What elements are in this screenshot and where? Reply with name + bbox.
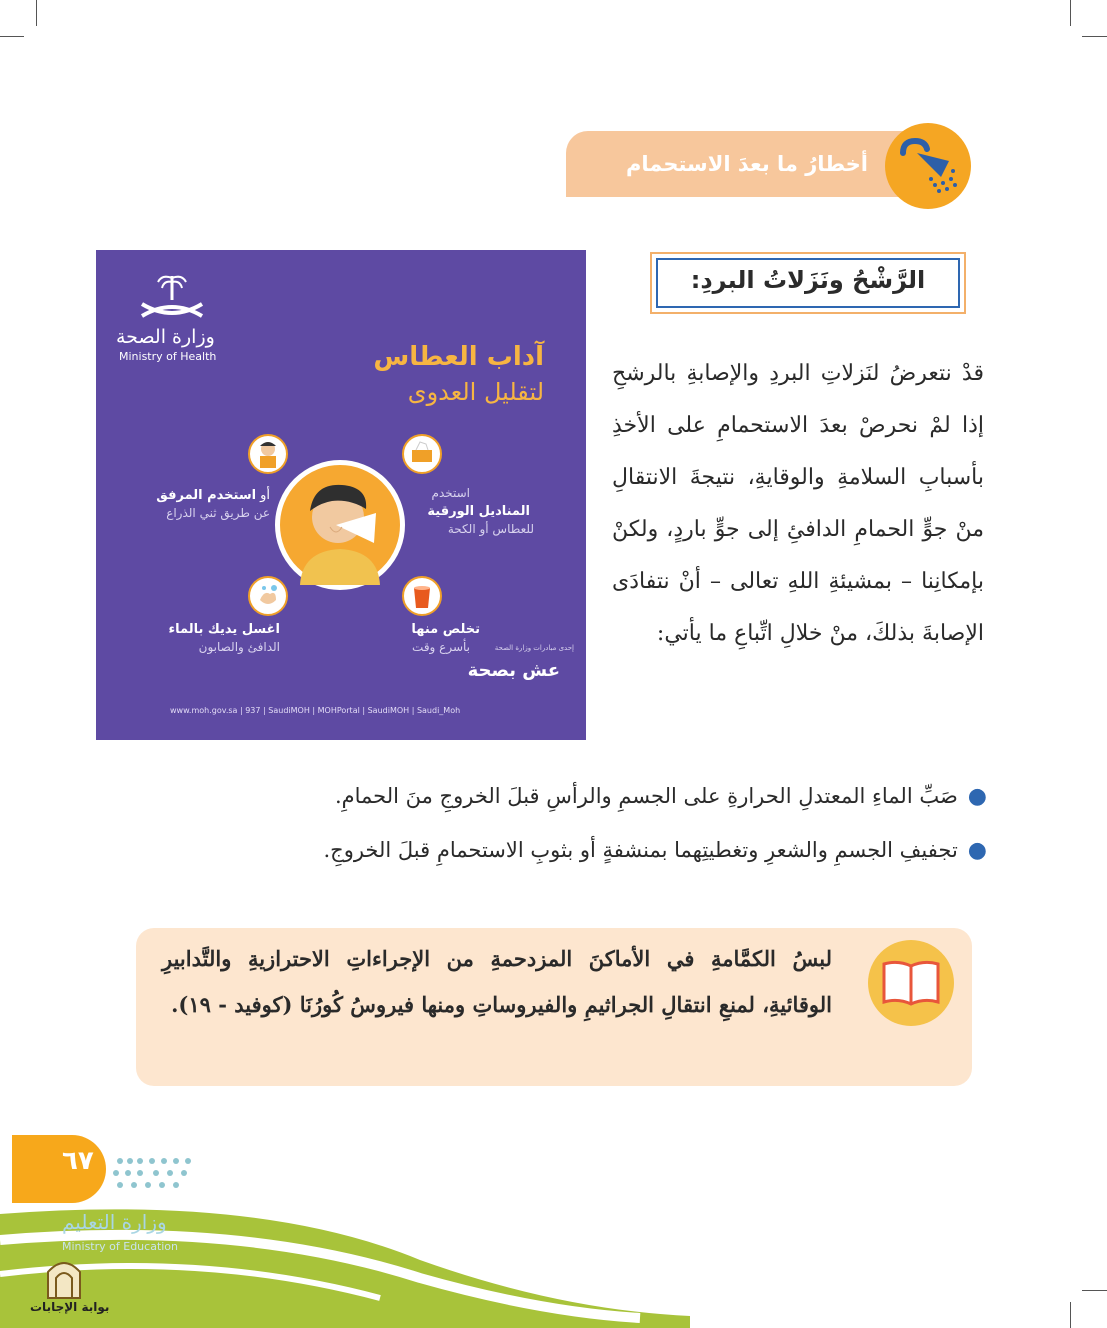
moh-name-ar: وزارة الصحة [116, 326, 215, 348]
crop-mark [1070, 1302, 1071, 1328]
tip-elbow-line3: عن طريق ثني الذراع [166, 506, 270, 520]
campaign-logo: عش بصحة [467, 660, 560, 681]
tissue-box-icon [402, 434, 442, 474]
subtitle-box [650, 252, 966, 314]
book-badge [868, 940, 954, 1026]
list-item [87, 838, 987, 863]
shower-badge [885, 123, 971, 209]
crop-mark [1070, 0, 1071, 26]
crop-mark [0, 36, 24, 37]
list-item-text: تجفيفِ الجسمِ والشعرِ وتغطيتِهما بمنشفةٍ أو بثوبِ الاستحمامِ قبلَ الخروجِ. [323, 838, 958, 862]
poster-subtitle: لتقليل العدوى [407, 378, 544, 406]
tip-dispose-line1: تخلص منها [411, 622, 480, 637]
poster-title: آداب العطاس [373, 342, 544, 372]
campaign-note: إحدى مبادرات وزارة الصحة [494, 644, 574, 652]
crop-mark [36, 0, 37, 26]
section-title: أخطارُ ما بعدَ الاستحمام [625, 152, 868, 176]
tip-tissue-line3: للعطاس أو الكحة [447, 522, 534, 536]
book-icon [880, 958, 942, 1008]
sneezing-person-illustration [275, 460, 405, 590]
sneezing-etiquette-poster [96, 250, 586, 740]
bullet-icon: ● [967, 784, 987, 809]
moe-logo-icon [60, 1153, 200, 1199]
crop-mark [1082, 1290, 1107, 1291]
bullet-icon: ● [967, 838, 987, 863]
poster-footer: www.moh.gov.sa | 937 | SaudiMOH | MOHPortal | SaudiMOH | Saudi_Moh [170, 706, 461, 715]
shower-icon [895, 135, 961, 197]
answers-gate-label: بوابة الإجابات [30, 1300, 110, 1314]
moh-emblem-icon [132, 272, 212, 322]
trash-bin-icon [402, 576, 442, 616]
intro-paragraph: قدْ نتعرضُ لنَزلاتِ البردِ والإصابةِ بالرشحِ إذا لمْ نحرصْ بعدَ الاستحمامِ على الأخذِ بأسبابِ السلامةِ والوقايةِ، نتيجةَ الانتقالِ منْ جوٍّ الحمامِ الدافئِ إلى جوٍّ باردٍ، ولكنْ بإمكانِنا – بمشيئةِ اللهِ تعالى – أنْ نتفادَى الإصابةَ بذلكَ، منْ خلالِ اتِّباعِ ما يأتي: [612, 361, 984, 646]
tip-elbow-line1: أو [260, 488, 270, 503]
page-number: ٦٧ [62, 1146, 94, 1176]
moe-name-en: Ministry of Education [62, 1240, 179, 1253]
note-text: لبسُ الكمَّامةِ في الأماكنَ المزدحمةِ من الإجراءاتِ الاحترازيةِ والتَّدابيرِ الوقائيةِ، لمنعِ انتقالِ الجراثيمِ والفيروساتِ ومنها فيروسُ كُورُنَا (كوفيد - ١٩). [162, 946, 832, 1017]
crop-mark [1082, 36, 1107, 37]
list-item-text: صَبِّ الماءِ المعتدلِ الحرارةِ على الجسمِ والرأسِ قبلَ الخروجِ منَ الحمامِ. [334, 784, 958, 808]
moe-name-ar: وزارة التعليم [62, 1210, 167, 1234]
tip-elbow-text: استخدم المرفق [156, 488, 257, 503]
subtitle: الرَّشْحُ ونَزَلاتُ البردِ: [690, 266, 926, 294]
tip-wash-line2: الدافئ والصابون [198, 640, 280, 654]
tip-dispose-line2: بأسرع وقت [412, 640, 470, 654]
tip-tissue-line2: المناديل الورقية [427, 504, 530, 519]
answers-gate-logo-icon [44, 1256, 84, 1300]
tip-elbow-line2 [156, 488, 270, 503]
tip-tissue-line1: استخدم [431, 486, 470, 500]
list-item [87, 784, 987, 809]
tip-wash-line1: اغسل يديك بالماء [168, 622, 280, 637]
moh-name-en: Ministry of Health [119, 350, 217, 363]
